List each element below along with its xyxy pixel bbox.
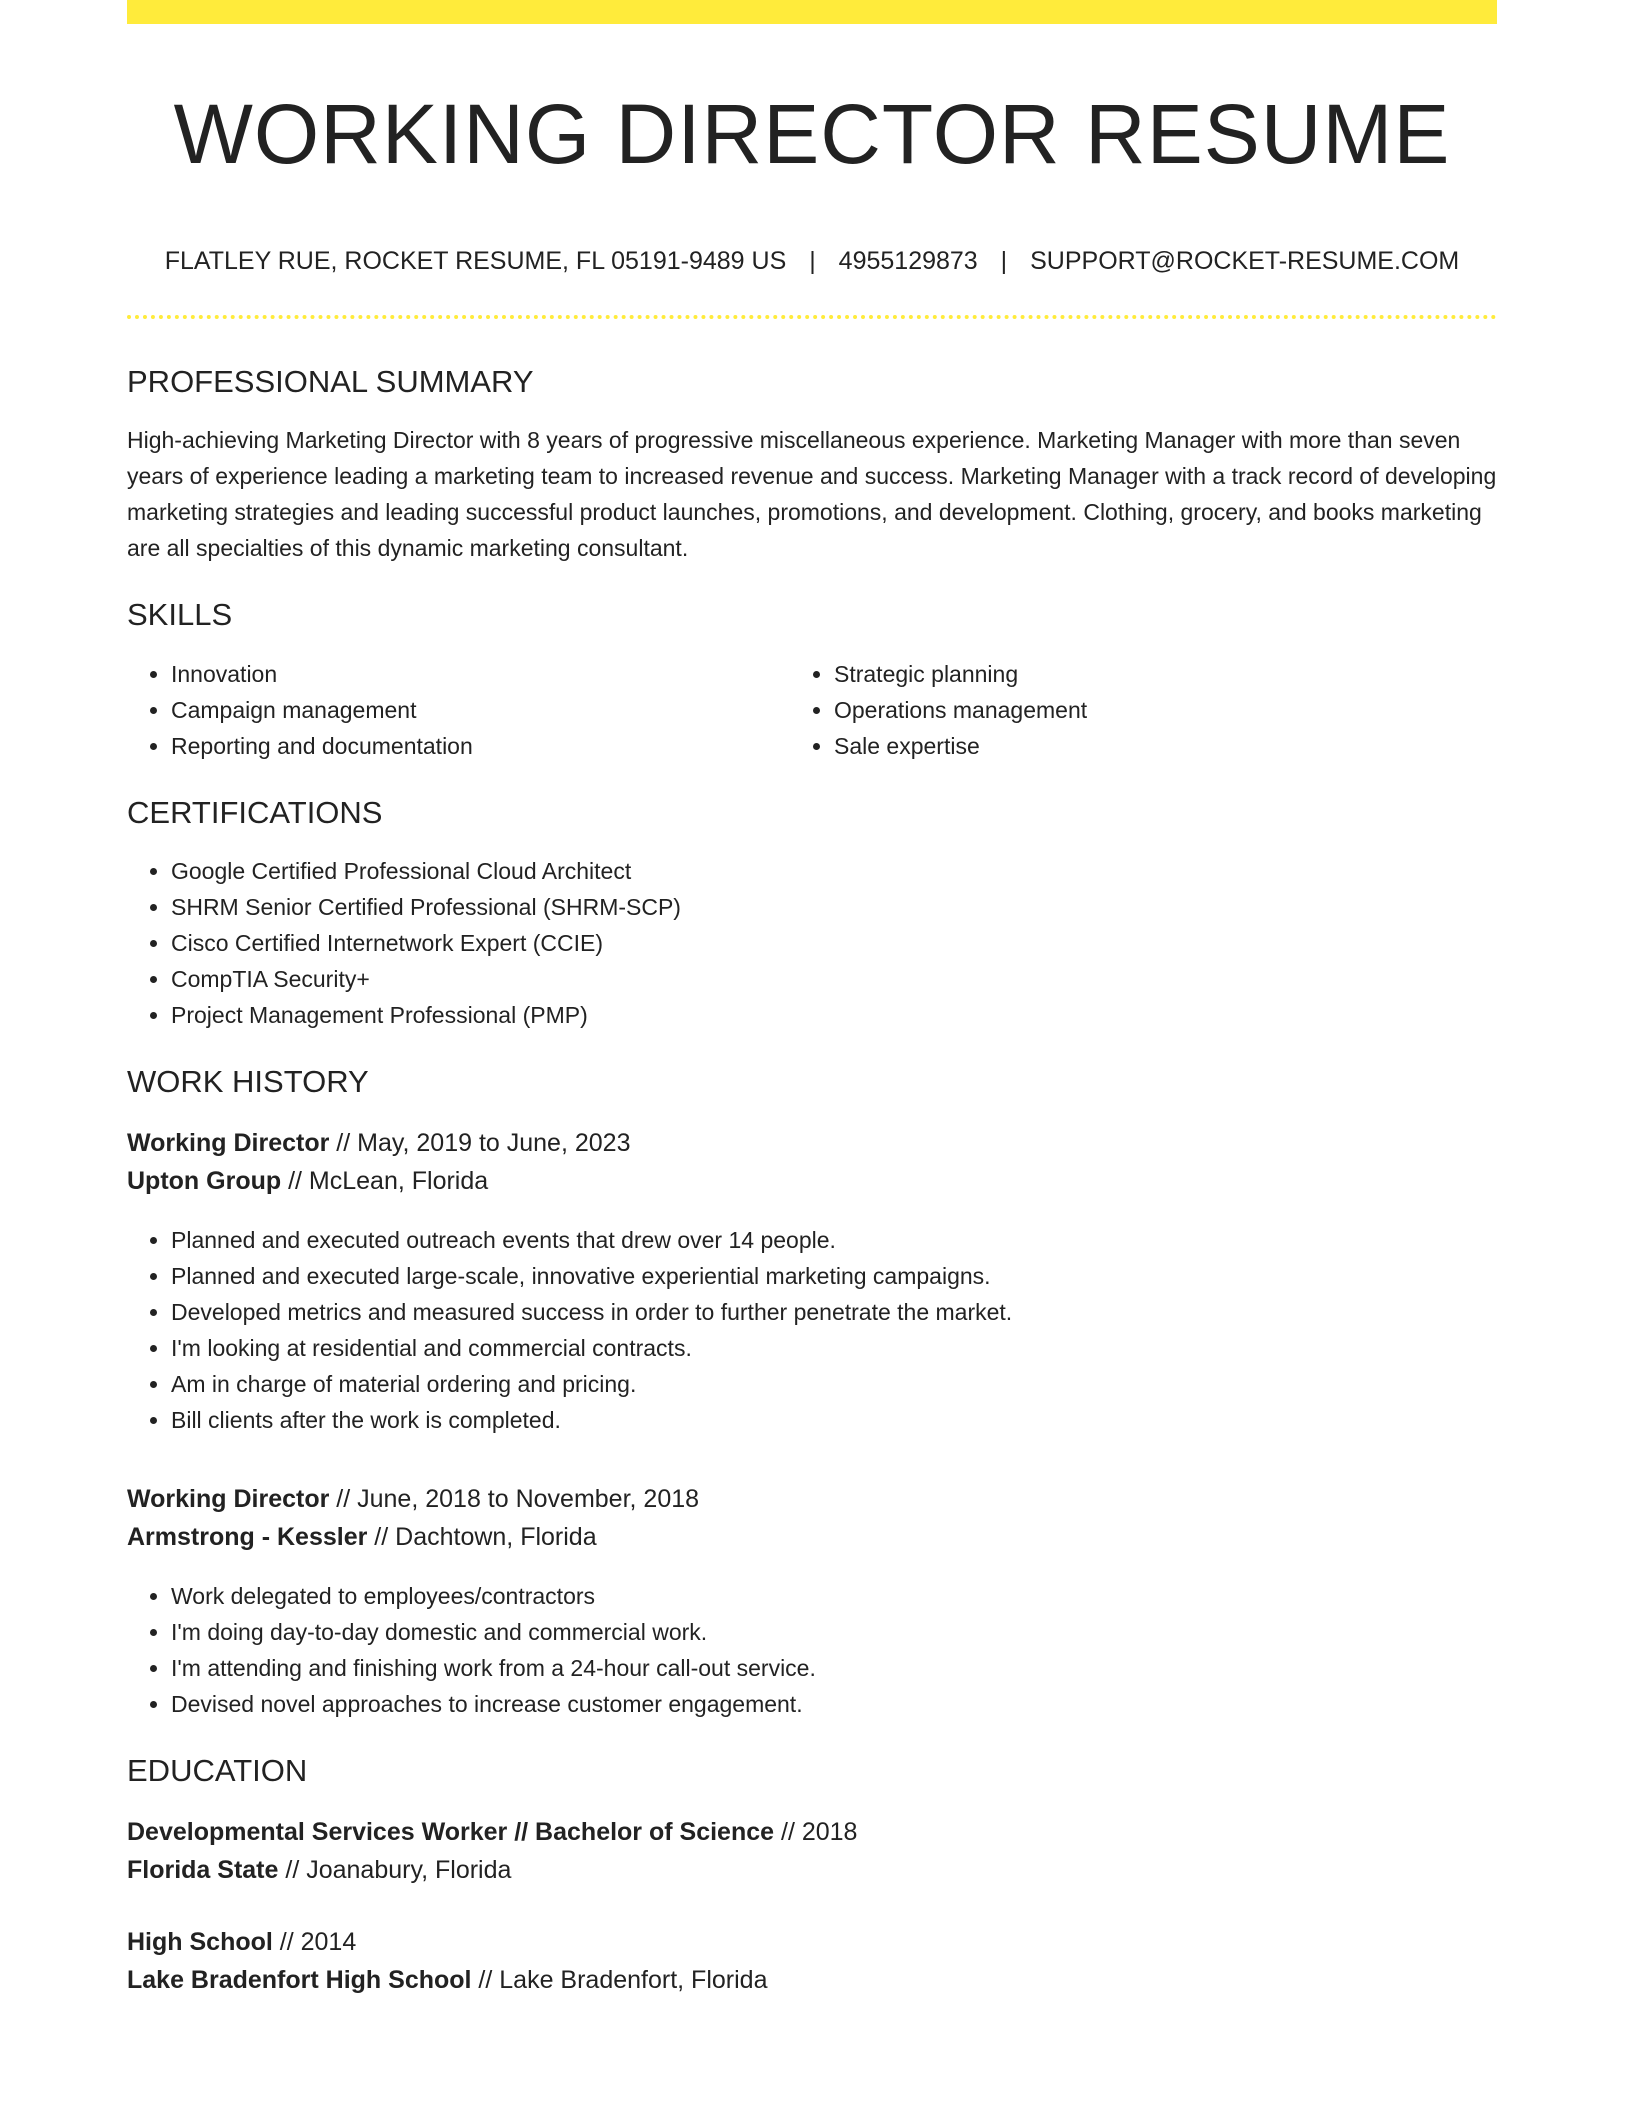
certifications-list (127, 853, 1497, 1033)
resume-title: WORKING DIRECTOR RESUME (173, 87, 1451, 181)
contact-separator: | (1000, 246, 1008, 275)
summary-text: High-achieving Marketing Director with 8 years of progressive miscellaneous experience. Marketing Manager with more than seven years of experience leading a marketing team to increased revenue and success. Marketing Manager with a track record of developing marketing strategies and leading successful product launches, promotions, and development. Clothing, grocery, and books marketing are all specialties of this dynamic marketing consultant. (127, 427, 1497, 562)
job-company: Armstrong - Kessler (127, 1523, 368, 1552)
job-bullet: • I'm attending and finishing work from a 24-hour call-out service. (171, 1650, 1497, 1686)
job-location: // Dachtown, Florida (367, 1523, 597, 1552)
job-dates: // May, 2019 to June, 2023 (329, 1129, 631, 1158)
certifications-section (127, 794, 1497, 1033)
skill-item: • Campaign management (171, 692, 834, 728)
job-title-line (127, 1480, 1497, 1518)
job-title: Working Director (127, 1485, 330, 1514)
certification-item: • Cisco Certified Internetwork Expert (CCIE) (171, 925, 1497, 961)
education-degree: Developmental Services Worker // Bachelor of Science (127, 1818, 775, 1847)
contact-line (127, 245, 1497, 278)
education-year: // 2014 (272, 1928, 357, 1957)
certification-item: • Project Management Professional (PMP) (171, 997, 1497, 1033)
skill-item: • Sale expertise (834, 728, 1497, 764)
accent-bar (127, 0, 1497, 24)
job-company: Upton Group (127, 1167, 282, 1196)
work-history-section (127, 1063, 1497, 1722)
education-school-line (127, 1851, 1497, 1889)
contact-phone: 4955129873 (838, 246, 978, 275)
education-year: // 2018 (774, 1818, 858, 1847)
section-heading-work-history: WORK HISTORY (127, 1063, 369, 1099)
job-bullets (127, 1222, 1497, 1438)
certification-item: • SHRM Senior Certified Professional (SHRM-SCP) (171, 889, 1497, 925)
skill-item: • Reporting and documentation (171, 728, 834, 764)
resume-page (127, 0, 1497, 1999)
education-degree-line (127, 1923, 1497, 1961)
section-heading-certifications: CERTIFICATIONS (127, 794, 383, 830)
education-degree-line (127, 1813, 1497, 1851)
certification-item: • Google Certified Professional Cloud Architect (171, 853, 1497, 889)
job-company-line (127, 1518, 1497, 1556)
education-location: // Lake Bradenfort, Florida (471, 1966, 768, 1995)
dotted-divider (127, 315, 1497, 319)
section-heading-education: EDUCATION (127, 1753, 308, 1789)
job-dates: // June, 2018 to November, 2018 (329, 1485, 700, 1514)
contact-separator: | (809, 246, 816, 275)
job-bullet: • I'm looking at residential and commercial contracts. (171, 1330, 1497, 1366)
job-location: // McLean, Florida (281, 1167, 489, 1196)
education-school-line (127, 1961, 1497, 1999)
section-heading-skills: SKILLS (127, 597, 233, 633)
certification-item: • CompTIA Security+ (171, 961, 1497, 997)
job-entry (127, 1480, 1497, 1722)
job-entry (127, 1124, 1497, 1438)
education-entry (127, 1923, 1497, 1999)
skill-item: • Strategic planning (834, 656, 1497, 692)
job-title: Working Director (127, 1129, 330, 1158)
education-section (127, 1752, 1497, 1999)
education-location: // Joanabury, Florida (278, 1856, 512, 1885)
contact-email: SUPPORT@ROCKET-RESUME.COM (1030, 246, 1460, 275)
skill-item: • Innovation (171, 656, 834, 692)
job-bullet: • Developed metrics and measured success in order to further penetrate the market. (171, 1294, 1497, 1330)
education-school: Florida State (127, 1856, 279, 1885)
contact-address: FLATLEY RUE, ROCKET RESUME, FL 05191-9489 US (164, 246, 787, 275)
skills-section (127, 596, 1497, 763)
job-title-line (127, 1124, 1497, 1162)
job-bullet: • Devised novel approaches to increase customer engagement. (171, 1686, 1497, 1722)
summary-section (127, 363, 1497, 566)
skills-list (127, 656, 1497, 764)
education-degree: High School (127, 1928, 273, 1957)
job-bullet: • Planned and executed outreach events that drew over 14 people. (171, 1222, 1497, 1258)
education-school: Lake Bradenfort High School (127, 1966, 472, 1995)
section-heading-summary: PROFESSIONAL SUMMARY (127, 364, 534, 400)
job-bullet: • Am in charge of material ordering and pricing. (171, 1366, 1497, 1402)
job-bullet: • Work delegated to employees/contractors (171, 1578, 1497, 1614)
skill-item: • Operations management (834, 692, 1497, 728)
education-entry (127, 1813, 1497, 1889)
job-bullets (127, 1578, 1497, 1722)
job-bullet: • Bill clients after the work is completed. (171, 1402, 1497, 1438)
job-bullet: • Planned and executed large-scale, innovative experiential marketing campaigns. (171, 1258, 1497, 1294)
job-bullet: • I'm doing day-to-day domestic and commercial work. (171, 1614, 1497, 1650)
job-company-line (127, 1162, 1497, 1200)
